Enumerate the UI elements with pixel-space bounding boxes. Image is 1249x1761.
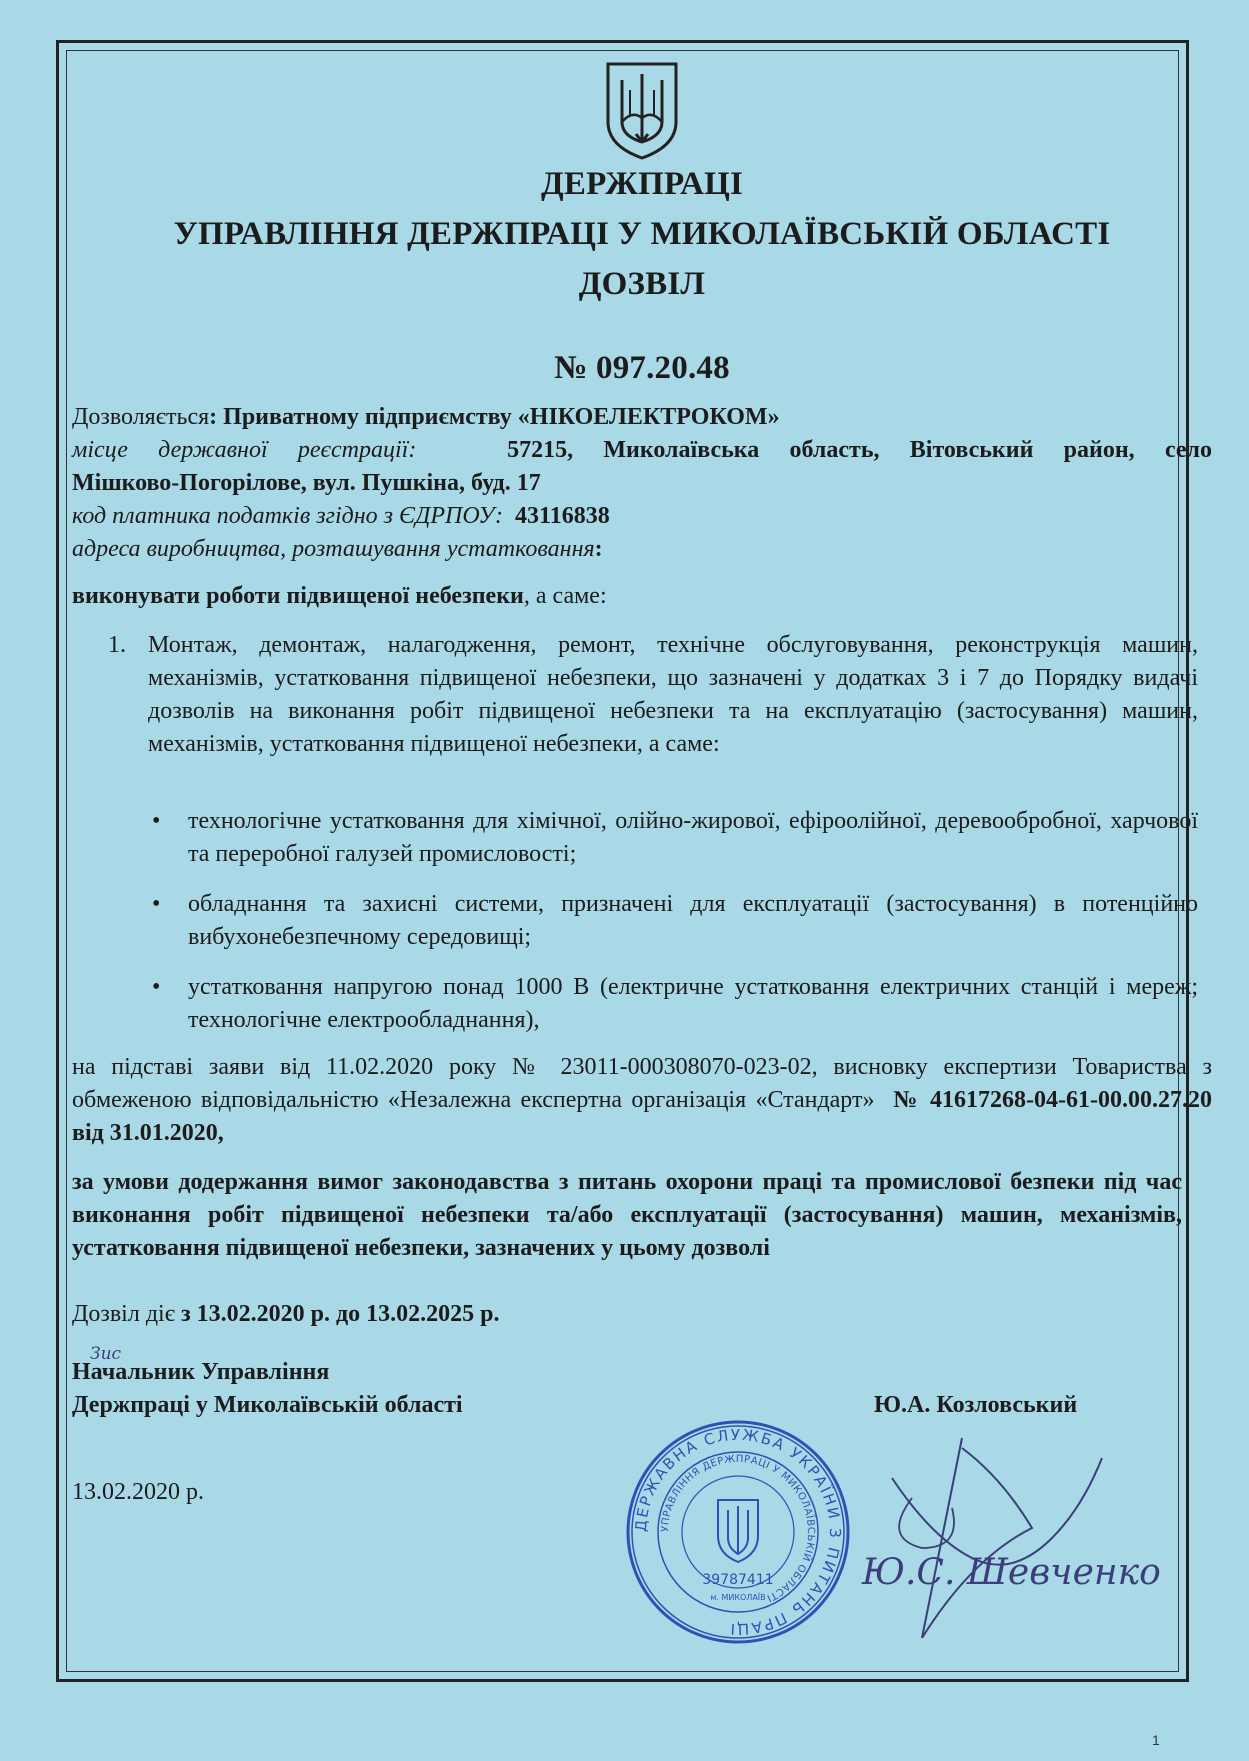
grantee-colon: :: [209, 404, 224, 430]
coat-of-arms-icon: [602, 60, 682, 160]
tax-code-label: код платника податків згідно з ЄДРПОУ:: [72, 503, 504, 529]
bullet-item-3: устатковання напругою понад 1000 В (електричне устатковання електричних станцій і мереж; технологічне електрообладнання),: [188, 974, 1198, 1033]
document-type-title: ДОЗВІЛ: [578, 266, 706, 302]
seal-city: м. МИКОЛАЇВ: [710, 1593, 766, 1602]
registration-line: [72, 434, 1212, 467]
validity-from-date: 13.02.2020 р.: [196, 1301, 331, 1327]
official-seal: [624, 1418, 852, 1646]
basis-paragraph: [72, 1051, 1212, 1150]
seal-ring-text: ДЕРЖАВНА СЛУЖБА УКРАЇНИ З ПИТАНЬ ПРАЦІ: [631, 1425, 845, 1639]
validity-to-date: 13.02.2025 р.: [366, 1301, 500, 1327]
bullet-2-icon: •: [152, 891, 161, 917]
validity-line: [72, 1298, 1212, 1331]
work-scope-suffix: , а саме:: [523, 583, 607, 609]
handwritten-mark: Зис: [90, 1344, 122, 1364]
signatory-position-2: Держпраці у Миколаївській області: [72, 1392, 463, 1418]
grantee-intro: Дозволяється: [72, 404, 210, 430]
validity-to-word: до: [330, 1301, 367, 1327]
bullet-item-2: обладнання та захисні системи, призначені для експлуатації (застосування) в потенційно вибухонебезпечному середовищі;: [188, 891, 1198, 950]
basis-text: на підставі заяви від 11.02.2020 року № 23011-000308070-023-02, висновку експертизи Товариства з обмеженою відповідальністю «Незалежна експертна організація «Стандарт»: [72, 1054, 1212, 1113]
seal-trident-icon: [718, 1500, 758, 1562]
conditions-paragraph: за умови додержання вимог законодавства з питань охорони праці та промислової безпеки під час виконання робіт підвищеної небезпеки та/або експлуатації (застосування) машин, механізмів, устатковання підвищеної небезпеки, зазначених у цьому дозволі: [72, 1169, 1182, 1261]
signature-text: Ю.С. Шевченко: [862, 1552, 1161, 1593]
seal-inner-ring-text: УПРАВЛІННЯ ДЕРЖПРАЦІ У МИКОЛАЇВСЬКІЙ ОБЛАСТІ: [659, 1453, 817, 1604]
validity-prefix: Дозвіл діє: [72, 1301, 182, 1327]
registration-address-2: Мішково-Погорілове, вул. Пушкіна, буд. 17: [72, 470, 541, 496]
grantee-line: [72, 401, 1212, 434]
bullet-1-icon: •: [152, 808, 161, 834]
page-number: 1: [1152, 1732, 1160, 1748]
permit-number: № 097.20.48: [554, 350, 730, 386]
signatory-name: Ю.А. Козловський: [874, 1392, 1078, 1418]
grantee-name: Приватному підприємству «НІКОЕЛЕКТРОКОМ»: [223, 404, 780, 430]
department-title: УПРАВЛІННЯ ДЕРЖПРАЦІ У МИКОЛАЇВСЬКІЙ ОБЛАСТІ: [173, 216, 1111, 252]
work-item-1: Монтаж, демонтаж, налагодження, ремонт, технічне обслуговування, реконструкція машин, механізмів, устатковання підвищеної небезпеки, що зазначені у додатках 3 і 7 до Порядку видачі дозволів на виконання робіт підвищеної небезпеки та на експлуатацію (застосування) машин, механізмів, устатковання підвищеної небезпеки, а саме:: [148, 632, 1198, 757]
validity-from-word: з: [181, 1301, 197, 1327]
item-number: 1.: [108, 632, 126, 658]
production-address-label: адреса виробництва, розташування устатковання: [72, 536, 595, 562]
signature: [852, 1388, 1212, 1688]
bullet-item-1: технологічне устатковання для хімічної, олійно-жирової, ефіроолійної, деревообробної, харчової та переробної галузей промисловості;: [188, 808, 1198, 867]
registration-label: місце державної реєстрації:: [72, 437, 417, 463]
issue-date: 13.02.2020 р.: [72, 1479, 204, 1505]
expertise-number: № 41617268-04-61-00.00.27.20 від 31.01.2020,: [72, 1087, 1213, 1146]
tax-code-value: 43116838: [515, 503, 610, 529]
org-title: ДЕРЖПРАЦІ: [540, 166, 744, 202]
tax-code-line: [72, 500, 1212, 533]
work-scope-title: виконувати роботи підвищеної небезпеки: [72, 583, 524, 609]
production-address-line: [72, 533, 1212, 566]
seal-code: 39787411: [702, 1572, 774, 1588]
bullet-3-icon: •: [152, 974, 161, 1000]
work-scope-line: [72, 580, 1212, 613]
registration-address-1: 57215, Миколаївська область, Вітовський район, село: [507, 437, 1213, 463]
signatory-position-1: Начальник Управління: [72, 1359, 330, 1385]
document-body: [72, 58, 1212, 1678]
production-address-colon: :: [594, 536, 603, 562]
